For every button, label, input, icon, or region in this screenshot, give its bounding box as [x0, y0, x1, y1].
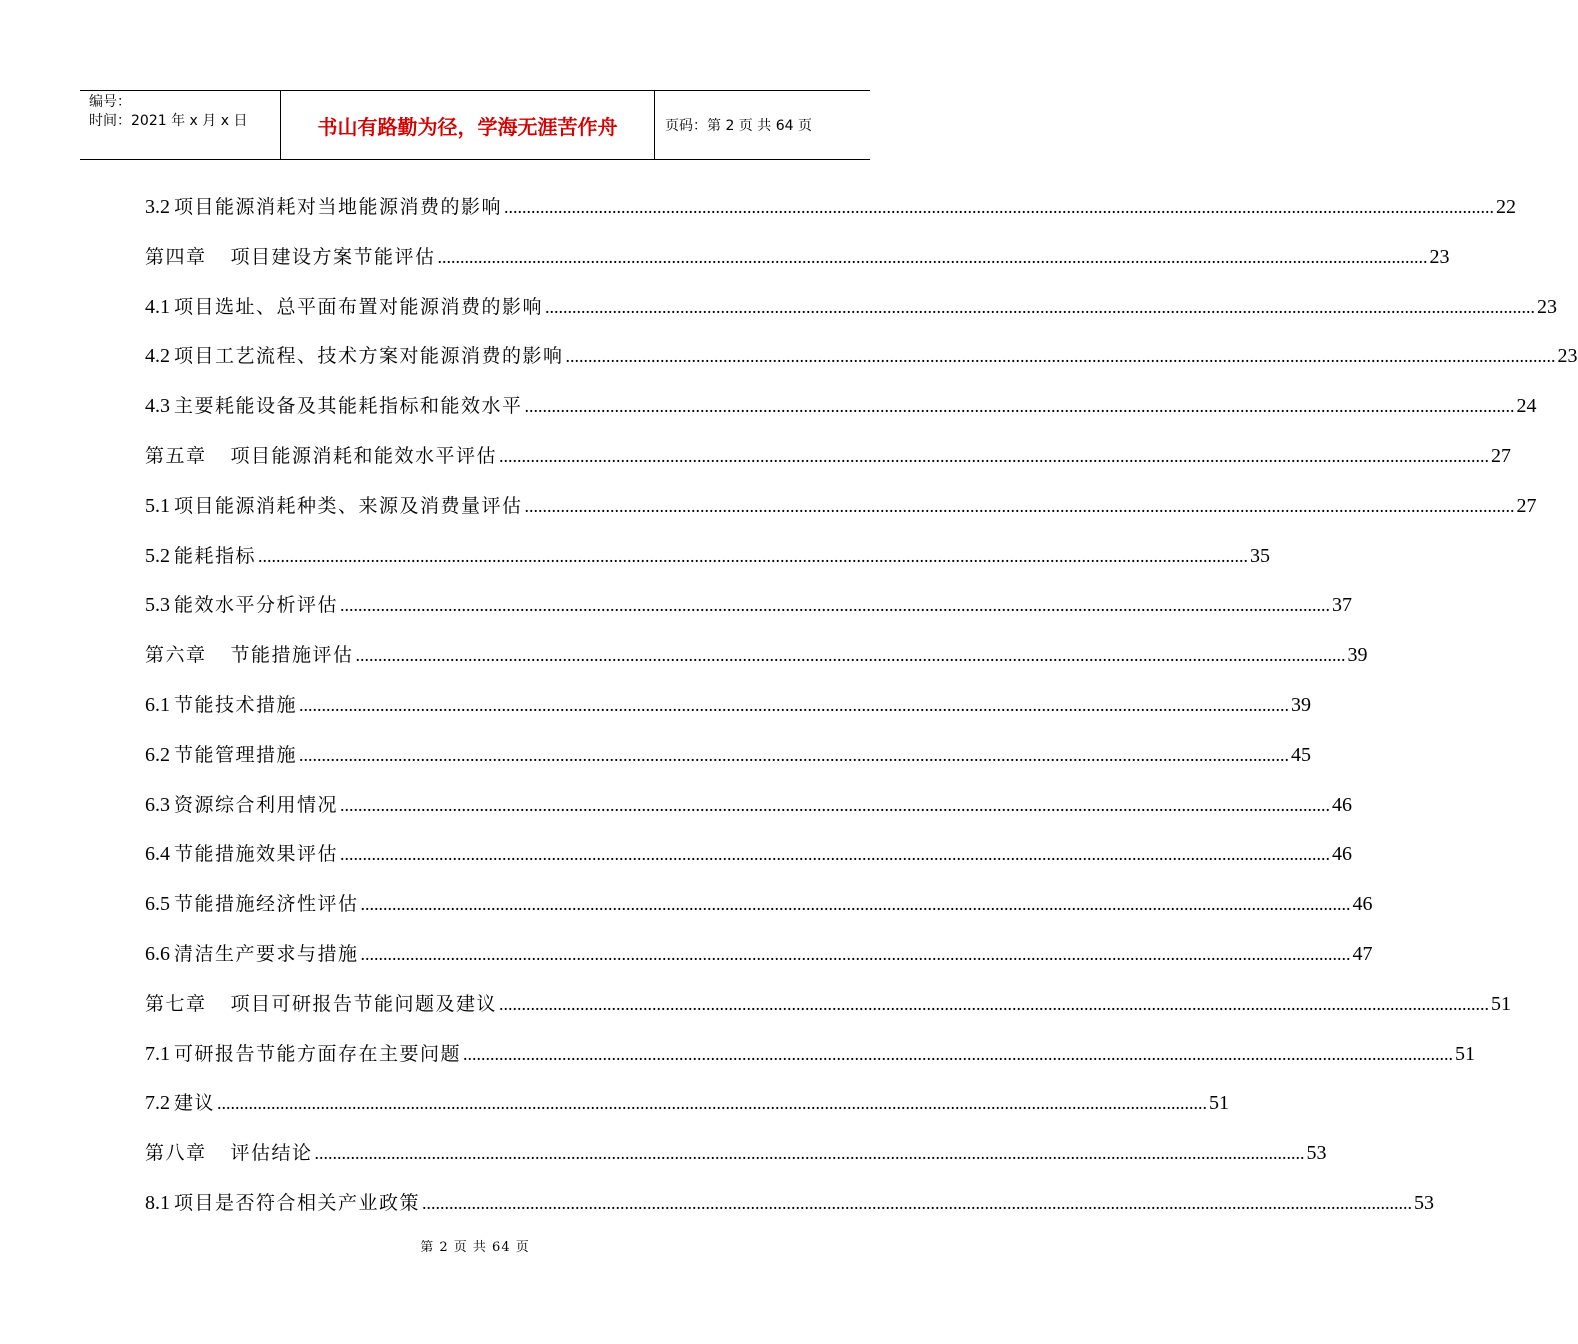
toc-entry-title: 项目能源消耗种类、来源及消费量评估: [174, 494, 523, 517]
toc-entry[interactable]: [145, 1129, 1327, 1179]
toc-entry-number: 第四章: [145, 245, 207, 268]
toc-entry[interactable]: [145, 1179, 1435, 1229]
toc-entry[interactable]: [145, 681, 1312, 731]
toc-dot-leader: ............................................................................................................................................................................................................................: [314, 1143, 1305, 1164]
toc-entry-number: 4.3: [145, 395, 170, 418]
toc-entry[interactable]: [145, 1030, 1476, 1080]
toc-entry-title: 建议: [174, 1092, 216, 1115]
toc-dot-leader: ............................................................................................................................................................................................................................: [565, 346, 1556, 367]
toc-entry-title: 清洁生产要求与措施: [174, 942, 359, 965]
toc-entry-page: 35: [1250, 544, 1271, 567]
toc-entry-title: 项目建设方案节能评估: [230, 245, 436, 268]
toc-entry-page: 53: [1414, 1191, 1435, 1214]
toc-entry-title: 节能措施经济性评估: [174, 893, 359, 916]
toc-entry[interactable]: [145, 631, 1368, 681]
toc-dot-leader: ............................................................................................................................................................................................................................: [299, 744, 1290, 765]
document-date: 时间：2021 年 x 月 x 日: [89, 113, 248, 129]
toc-entry-number: 第八章: [145, 1142, 207, 1165]
toc-entry-page: 23: [1537, 295, 1558, 318]
toc-entry-number: 第七章: [145, 992, 207, 1015]
toc-entry-title: 主要耗能设备及其能耗指标和能效水平: [174, 395, 523, 418]
toc-entry-number: 4.1: [145, 295, 170, 318]
toc-dot-leader: ............................................................................................................................................................................................................................: [524, 396, 1515, 417]
toc-dot-leader: ............................................................................................................................................................................................................................: [422, 1192, 1413, 1213]
toc-entry-page: 53: [1306, 1142, 1327, 1165]
toc-entry-number: 第五章: [145, 444, 207, 467]
header-meta-cell: [80, 91, 281, 159]
toc-entry-page: 39: [1347, 644, 1368, 667]
toc-entry[interactable]: [145, 581, 1353, 631]
toc-entry-page: 37: [1332, 594, 1353, 617]
toc-entry[interactable]: [145, 532, 1271, 582]
toc-dot-leader: ............................................................................................................................................................................................................................: [499, 445, 1490, 466]
toc-entry-page: 51: [1209, 1092, 1230, 1115]
toc-entry-number: 6.2: [145, 743, 170, 766]
toc-entry-page: 27: [1491, 444, 1512, 467]
toc-entry-title: 项目是否符合相关产业政策: [174, 1191, 421, 1214]
toc-entry-title: 节能管理措施: [174, 743, 298, 766]
toc-entry-title: 节能措施评估: [230, 644, 354, 667]
toc-entry[interactable]: [145, 432, 1512, 482]
toc-entry-number: 7.1: [145, 1042, 170, 1065]
toc-entry-number: 7.2: [145, 1092, 170, 1115]
toc-entry-page: 51: [1455, 1042, 1476, 1065]
toc-entry-title: 项目能源消耗和能效水平评估: [230, 444, 498, 467]
toc-entry-number: 5.3: [145, 594, 170, 617]
toc-entry-page: 39: [1291, 693, 1312, 716]
toc-dot-leader: ............................................................................................................................................................................................................................: [504, 197, 1495, 217]
toc-entry-title: 能效水平分析评估: [174, 594, 339, 617]
toc-dot-leader: ............................................................................................................................................................................................................................: [217, 1093, 1208, 1114]
toc-dot-leader: ............................................................................................................................................................................................................................: [463, 1043, 1454, 1064]
toc-entry-page: 23: [1557, 345, 1578, 368]
toc-entry-number: 3.2: [145, 196, 170, 218]
toc-entry-page: 22: [1496, 196, 1517, 218]
document-number-label: 编号：: [89, 94, 131, 110]
toc-dot-leader: ............................................................................................................................................................................................................................: [437, 246, 1428, 267]
toc-entry[interactable]: [145, 332, 1578, 382]
toc-dot-leader: ............................................................................................................................................................................................................................: [360, 894, 1351, 915]
page-header: [80, 90, 870, 160]
header-motto: 书山有路勤为径，学海无涯苦作舟: [281, 91, 655, 159]
toc-entry-page: 24: [1516, 395, 1537, 418]
toc-entry-title: 资源综合利用情况: [174, 793, 339, 816]
toc-entry-number: 8.1: [145, 1191, 170, 1214]
toc-entry-page: 46: [1332, 793, 1353, 816]
toc-entry-title: 能耗指标: [174, 544, 257, 567]
toc-entry[interactable]: [145, 731, 1312, 781]
toc-entry-page: 47: [1352, 942, 1373, 965]
toc-entry[interactable]: [145, 830, 1353, 880]
toc-entry-number: 5.1: [145, 494, 170, 517]
toc-entry[interactable]: [145, 930, 1373, 980]
toc-dot-leader: ............................................................................................................................................................................................................................: [340, 844, 1331, 865]
toc-entry-number: 6.4: [145, 843, 170, 866]
toc-entry-title: 项目可研报告节能问题及建议: [230, 992, 498, 1015]
toc-dot-leader: ............................................................................................................................................................................................................................: [258, 545, 1249, 566]
toc-entry[interactable]: [145, 781, 1353, 831]
toc-entry[interactable]: [145, 183, 1517, 233]
toc-entry-title: 项目工艺流程、技术方案对能源消费的影响: [174, 345, 564, 368]
toc-entry[interactable]: [145, 880, 1373, 930]
toc-entry-number: 6.3: [145, 793, 170, 816]
toc-dot-leader: ............................................................................................................................................................................................................................: [499, 993, 1490, 1014]
toc-entry-number: 第六章: [145, 644, 207, 667]
toc-entry[interactable]: [145, 1079, 1230, 1129]
toc-entry-number: 6.1: [145, 693, 170, 716]
toc-entry[interactable]: [145, 980, 1512, 1030]
page-footer: 第 2 页 共 64 页: [420, 1240, 530, 1255]
toc-entry-title: 节能措施效果评估: [174, 843, 339, 866]
toc-entry[interactable]: [145, 382, 1537, 432]
toc-entry-number: 6.5: [145, 893, 170, 916]
toc-entry-title: 项目能源消耗对当地能源消费的影响: [174, 196, 503, 218]
toc-dot-leader: ............................................................................................................................................................................................................................: [524, 495, 1515, 516]
toc-dot-leader: ............................................................................................................................................................................................................................: [340, 595, 1331, 616]
toc-entry-page: 51: [1491, 992, 1512, 1015]
toc-dot-leader: ............................................................................................................................................................................................................................: [545, 296, 1536, 317]
toc-dot-leader: ............................................................................................................................................................................................................................: [340, 794, 1331, 815]
toc-entry-page: 45: [1291, 743, 1312, 766]
toc-entry[interactable]: [145, 283, 1558, 333]
toc-entry-title: 节能技术措施: [174, 693, 298, 716]
toc-entry-title: 可研报告节能方面存在主要问题: [174, 1042, 462, 1065]
toc-entry-number: 5.2: [145, 544, 170, 567]
header-page-info: 页码：第 2 页 共 64 页: [665, 118, 812, 134]
table-of-contents: [145, 183, 1578, 1229]
toc-entry-page: 46: [1332, 843, 1353, 866]
toc-entry[interactable]: [145, 233, 1450, 283]
toc-dot-leader: ............................................................................................................................................................................................................................: [360, 943, 1351, 964]
toc-entry-page: 27: [1516, 494, 1537, 517]
toc-entry[interactable]: [145, 482, 1537, 532]
toc-entry-title: 评估结论: [230, 1142, 313, 1165]
toc-dot-leader: ............................................................................................................................................................................................................................: [299, 694, 1290, 715]
toc-dot-leader: ............................................................................................................................................................................................................................: [355, 645, 1346, 666]
toc-entry-page: 46: [1352, 893, 1373, 916]
toc-entry-number: 6.6: [145, 942, 170, 965]
toc-entry-page: 23: [1429, 245, 1450, 268]
toc-entry-title: 项目选址、总平面布置对能源消费的影响: [174, 295, 544, 318]
toc-entry-number: 4.2: [145, 345, 170, 368]
